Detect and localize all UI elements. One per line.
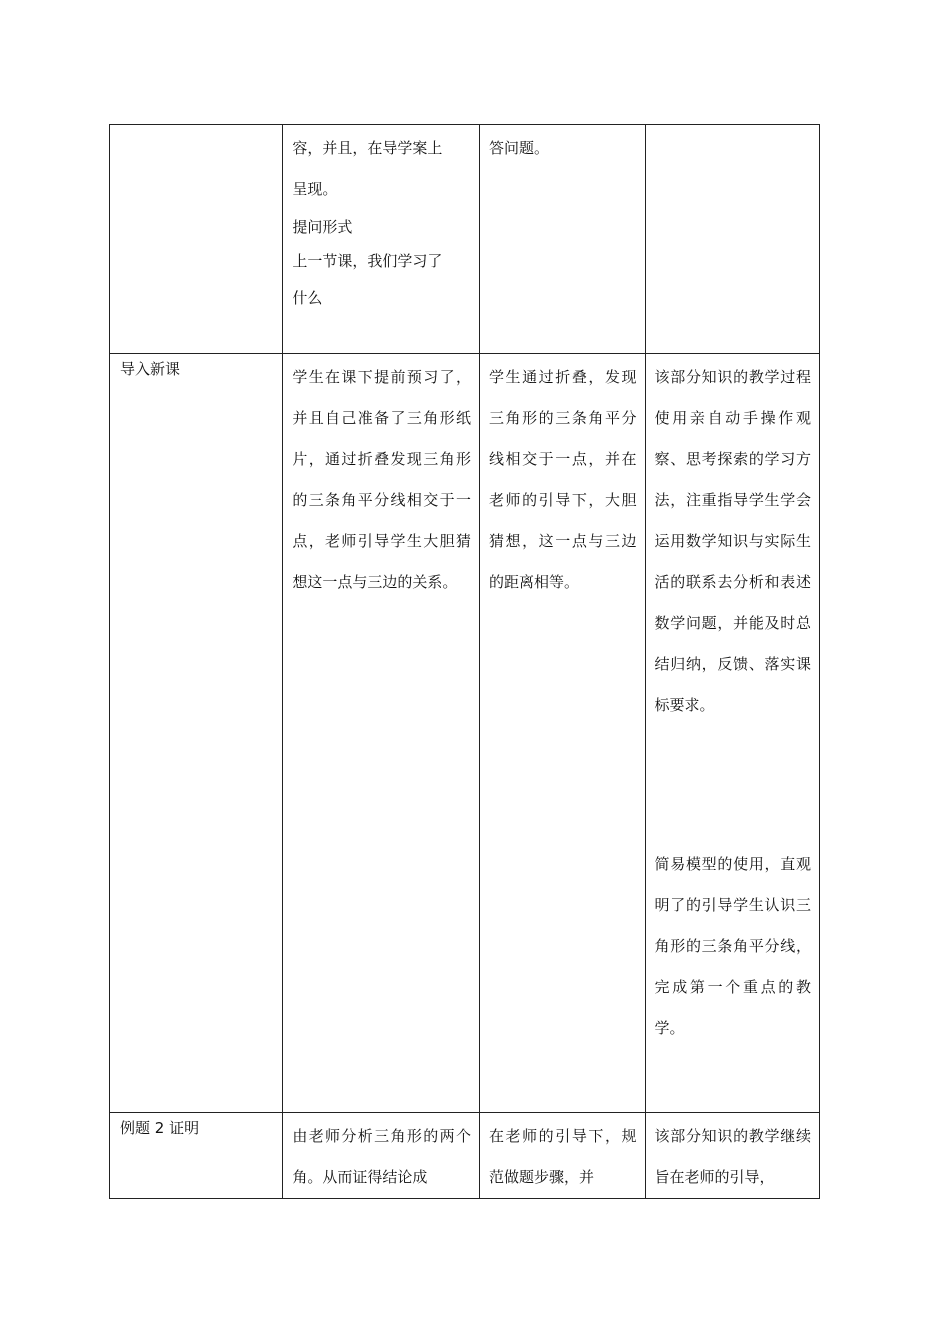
design-intent-cell — [645, 125, 819, 354]
stage-cell — [110, 125, 283, 354]
spacer — [655, 726, 811, 844]
stage-cell: 导入新课 — [110, 354, 283, 1113]
stage-cell: 例题 2 证明 — [110, 1113, 283, 1199]
teacher-text-line: 呈现。 — [292, 180, 338, 198]
table-row — [110, 1113, 820, 1199]
student-activity-cell: 学生通过折叠，发现三角形的三条角平分线相交于一点，并在老师的引导下，大胆猜想，这一点与三边的距离相等。 — [479, 354, 645, 1113]
design-intent-cell: 该部分知识的教学继续旨在老师的引导， — [645, 1113, 819, 1199]
teacher-text-line: 上一节课，我们学习了 — [292, 252, 443, 270]
student-activity-cell: 答问题。 — [479, 125, 645, 354]
teacher-activity-cell: 由老师分析三角形的两个角。从而证得结论成 — [283, 1113, 480, 1199]
teacher-activity-cell: 学生在课下提前预习了，并且自己准备了三角形纸片，通过折叠发现三角形的三条角平分线相交于一点，老师引导学生大胆猜想这一点与三边的关系。 — [283, 354, 480, 1113]
teacher-text-line: 提问形式 — [292, 218, 353, 236]
student-activity-cell: 在老师的引导下，规范做题步骤，并 — [479, 1113, 645, 1199]
intent-paragraph: 该部分知识的教学过程使用亲自动手操作观察、思考探索的学习方法，注重指导学生学会运用数学知识与实际生活的联系去分析和表述数学问题，并能及时总结归纳，反馈、落实课标要求。 — [654, 368, 811, 714]
intent-paragraph: 简易模型的使用，直观明了的引导学生认识三角形的三条角平分线，完成第一个重点的教学。 — [654, 855, 811, 1037]
teacher-text-line: 什么 — [292, 289, 323, 307]
teacher-text-line: 容，并且，在导学案上 — [292, 139, 443, 157]
lesson-plan-table — [109, 124, 820, 1199]
table-row — [110, 125, 820, 354]
table-row — [110, 354, 820, 1113]
design-intent-cell — [645, 354, 819, 1113]
teacher-activity-cell — [283, 125, 480, 354]
